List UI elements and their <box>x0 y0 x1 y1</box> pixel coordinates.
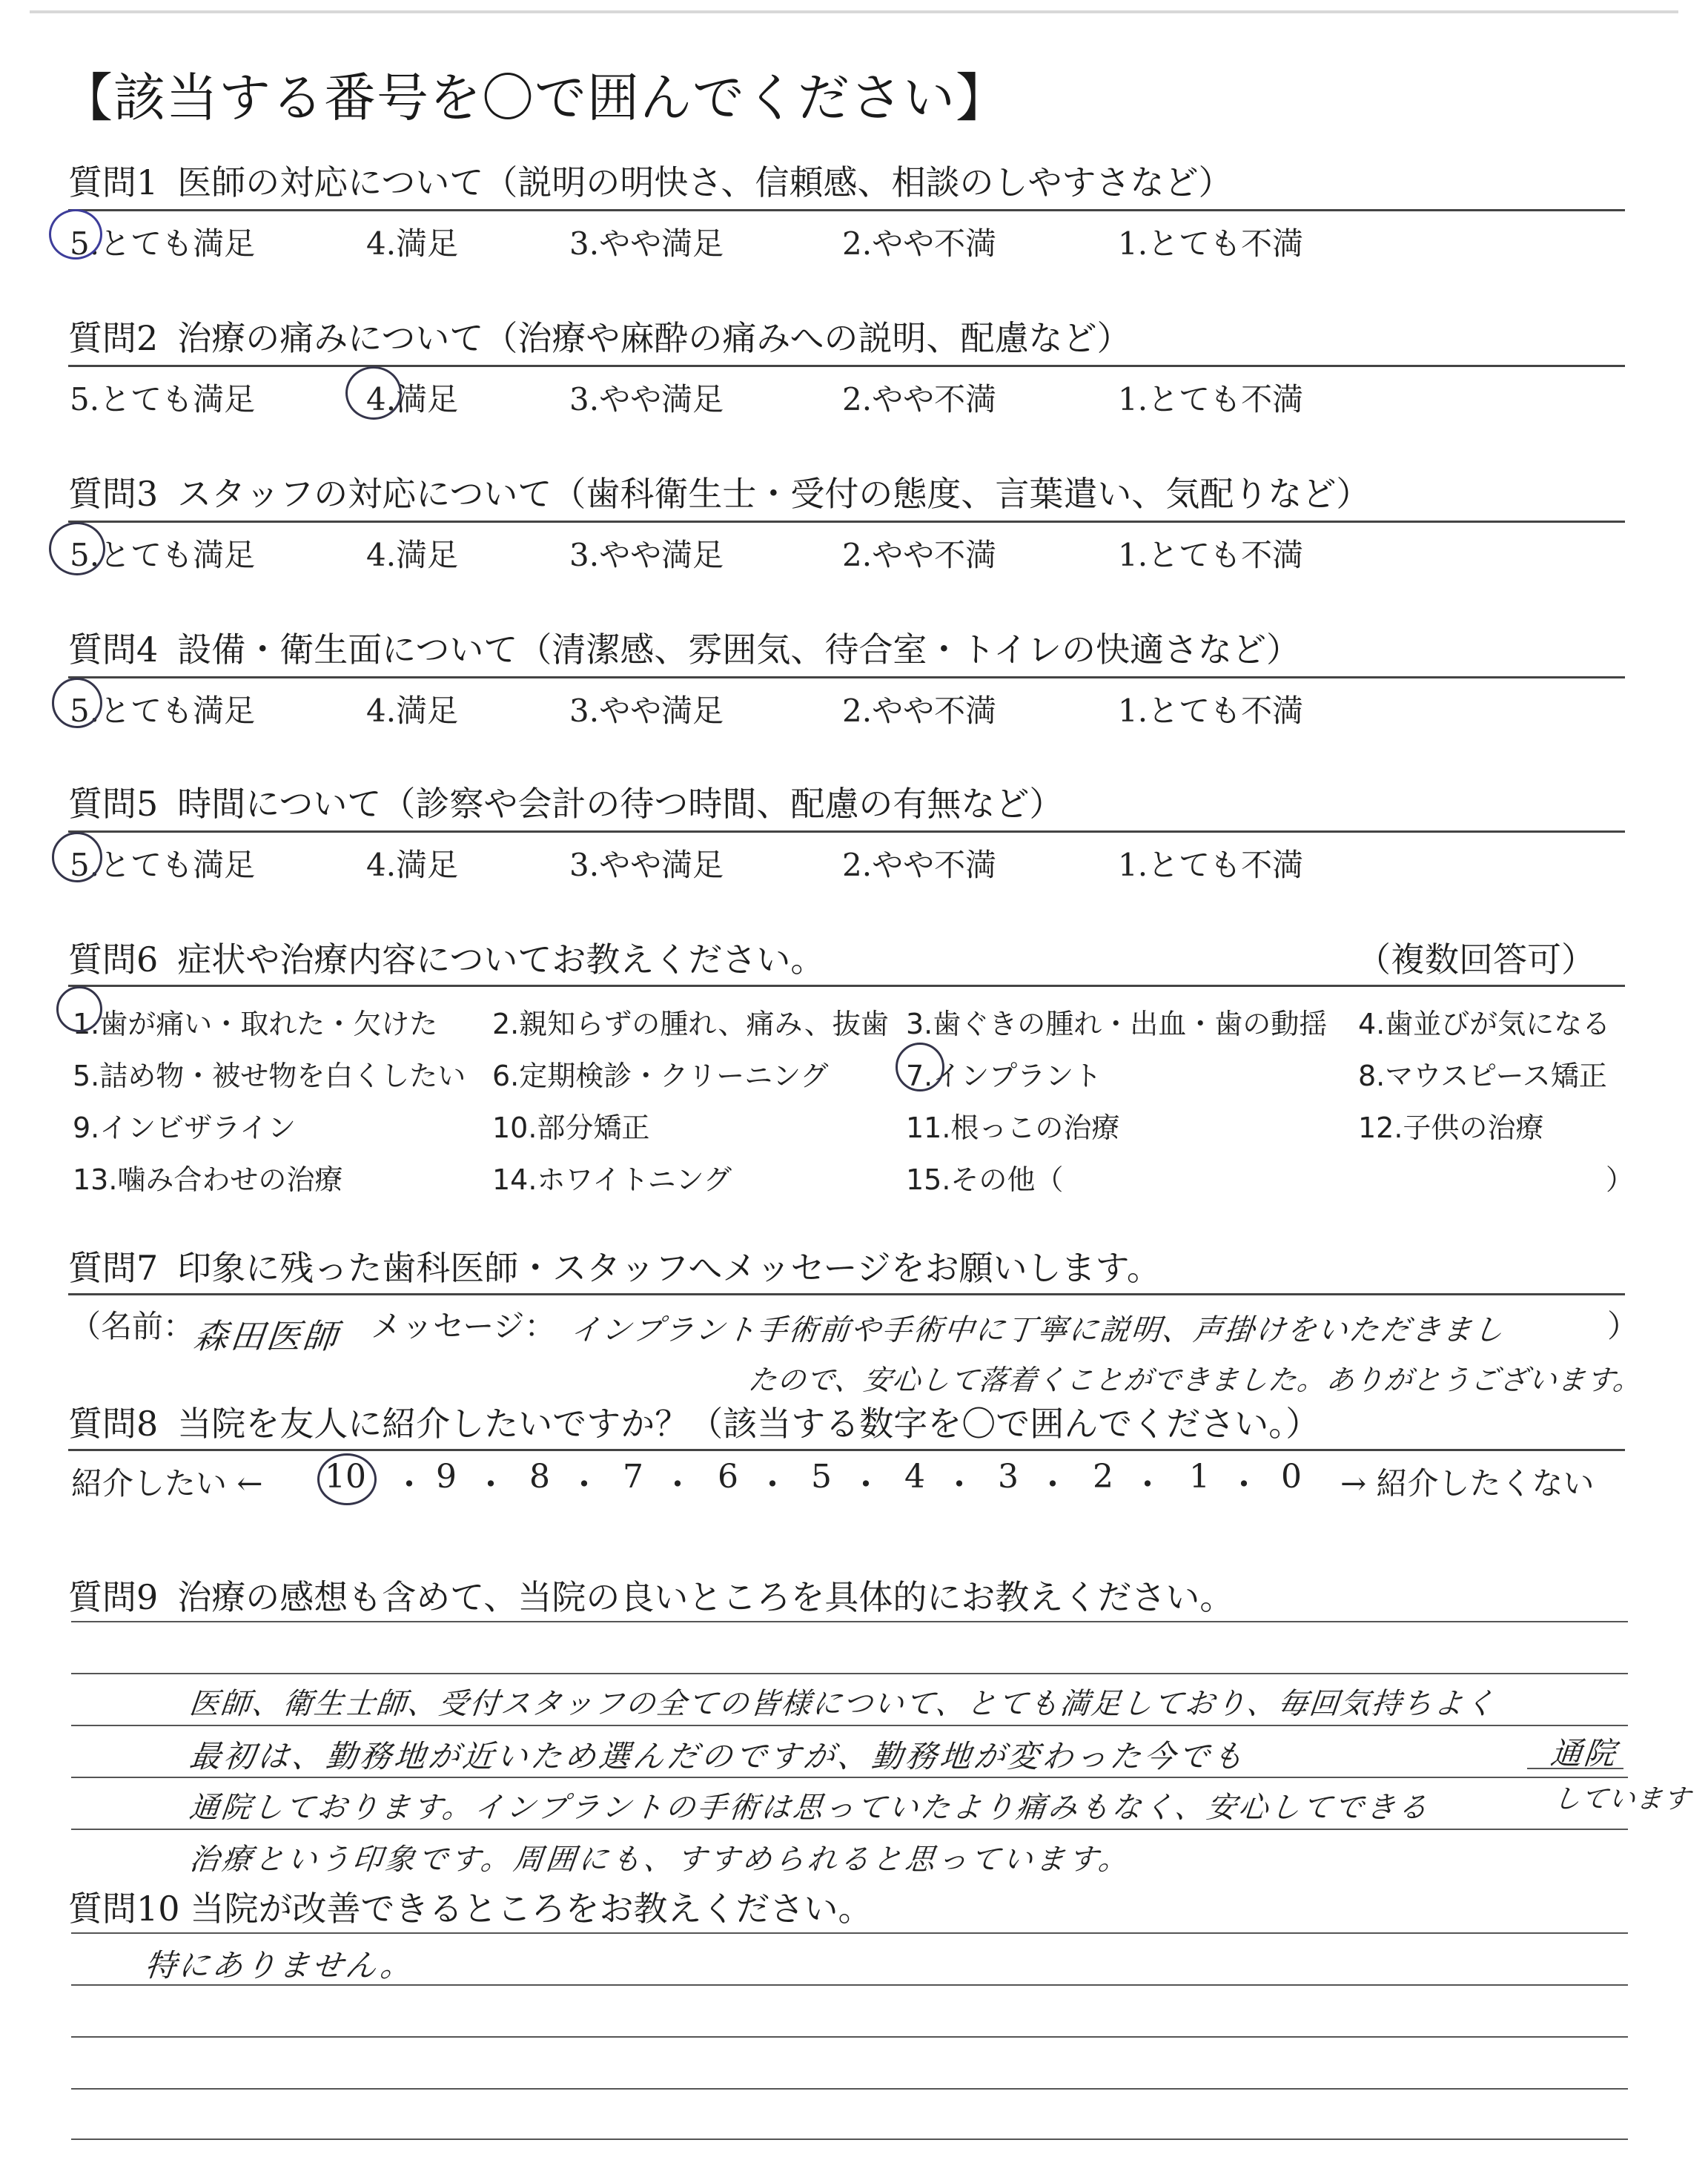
q8-scale-8[interactable]: 8 <box>529 1458 550 1496</box>
answer-line <box>71 1829 1628 1830</box>
q1-option-5[interactable]: 5.とても満足 <box>70 225 256 262</box>
question-7-number: 質問7 <box>68 1248 159 1288</box>
q4-option-4[interactable]: 4.満足 <box>366 693 459 729</box>
q6-option-8[interactable]: 8.マウスピース矯正 <box>1358 1060 1607 1092</box>
q8-scale-dot: ・ <box>568 1466 600 1504</box>
q6-option-15-close: ） <box>1606 1163 1635 1196</box>
q6-option-14[interactable]: 14.ホワイトニング <box>492 1163 732 1196</box>
q6-option-9[interactable]: 9.インビザライン <box>73 1112 297 1144</box>
question-6-text: 症状や治療内容についてお教えください。 <box>177 939 825 980</box>
q5-selection-circle <box>52 832 102 882</box>
answer-line <box>71 2036 1628 2038</box>
question-3-number: 質問3 <box>68 474 159 514</box>
question-9-text: 治療の感想も含めて、当院の良いところを具体的にお教えください。 <box>177 1577 1234 1617</box>
answer-line <box>71 1932 1628 1934</box>
q8-scale-1[interactable]: 1 <box>1189 1458 1210 1496</box>
q7-message-label: メッセージ： <box>371 1308 556 1344</box>
q8-scale-4[interactable]: 4 <box>904 1458 925 1496</box>
question-2-number: 質問2 <box>68 318 159 358</box>
q6-selection-circle-1 <box>56 986 102 1032</box>
q8-scale-dot: ・ <box>1131 1466 1164 1504</box>
question-7 <box>68 1241 1161 1290</box>
question-1-text: 医師の対応について（説明の明快さ、信頼感、相談のしやすさなど） <box>177 162 1233 202</box>
q8-scale-0[interactable]: 0 <box>1281 1458 1302 1496</box>
q3-option-4[interactable]: 4.満足 <box>366 537 459 573</box>
question-4-rule <box>68 676 1625 678</box>
q8-scale-6[interactable]: 6 <box>718 1458 738 1496</box>
q6-option-11[interactable]: 11.根っこの治療 <box>906 1112 1120 1144</box>
q5-option-4[interactable]: 4.満足 <box>366 847 459 883</box>
q9-margin-note-2[interactable]: しています <box>1552 1784 1692 1814</box>
question-2-text: 治療の痛みについて（治療や麻酔の痛みへの説明、配慮など） <box>177 318 1131 358</box>
question-8-text: 当院を友人に紹介したいですか？（該当する数字を〇で囲んでください。） <box>177 1404 1320 1444</box>
q6-option-4[interactable]: 4.歯並びが気になる <box>1358 1008 1611 1040</box>
q5-option-3[interactable]: 3.やや満足 <box>569 847 724 883</box>
answer-line <box>71 2138 1628 2140</box>
q4-option-5[interactable]: 5.とても満足 <box>70 693 256 729</box>
q8-scale-9[interactable]: 9 <box>436 1458 457 1496</box>
q5-option-1[interactable]: 1.とても不満 <box>1118 847 1304 883</box>
question-9 <box>68 1571 1234 1619</box>
question-3 <box>68 467 1370 516</box>
question-9-number: 質問9 <box>68 1577 159 1617</box>
margin-note-underline <box>1527 1768 1623 1769</box>
question-5 <box>68 777 1063 826</box>
question-6-rule <box>68 985 1625 987</box>
q3-option-2[interactable]: 2.やや不満 <box>842 537 997 573</box>
q8-scale-dot: ・ <box>850 1466 882 1504</box>
q6-option-3[interactable]: 3.歯ぐきの腫れ・出血・歯の動揺 <box>906 1008 1328 1040</box>
question-1-number: 質問1 <box>68 162 159 202</box>
answer-line <box>71 1621 1628 1622</box>
q3-option-5[interactable]: 5.とても満足 <box>70 537 256 573</box>
q6-option-10[interactable]: 10.部分矯正 <box>492 1112 650 1144</box>
q7-close-paren: ） <box>1607 1308 1639 1344</box>
q7-name-label: （名前： <box>70 1308 195 1344</box>
q9-answer-line-4[interactable]: 治療という印象です。周囲にも、すすめられると思っています。 <box>188 1843 1133 1877</box>
form-header: 【該当する番号を〇で囲んでください】 <box>61 67 1008 128</box>
q9-answer-line-3[interactable]: 通院しております。インプラントの手術は思っていたより痛みもなく、安心してできる <box>188 1791 1432 1825</box>
q6-option-6[interactable]: 6.定期検診・クリーニング <box>492 1060 829 1092</box>
question-8 <box>68 1397 1320 1446</box>
question-8-number: 質問8 <box>68 1404 159 1444</box>
q6-option-7[interactable]: 7.インプラント <box>906 1060 1102 1092</box>
question-7-rule <box>68 1293 1625 1295</box>
q10-answer[interactable]: 特にありません。 <box>143 1947 416 1984</box>
q8-scale-dot: ・ <box>393 1466 426 1504</box>
q1-option-4[interactable]: 4.満足 <box>366 225 459 262</box>
answer-line <box>71 1725 1628 1726</box>
q3-selection-circle <box>49 522 105 575</box>
q8-selection-circle <box>317 1453 377 1505</box>
question-3-rule <box>68 521 1625 523</box>
question-6-number: 質問6 <box>68 939 159 980</box>
q2-option-2[interactable]: 2.やや不満 <box>842 381 997 417</box>
question-2 <box>68 311 1131 360</box>
question-2-rule <box>68 365 1625 367</box>
question-6-note: （複数回答可） <box>1357 939 1595 980</box>
q3-option-3[interactable]: 3.やや満足 <box>569 537 724 573</box>
top-border <box>30 10 1678 13</box>
question-4 <box>68 623 1300 672</box>
q1-selection-circle <box>49 209 102 260</box>
answer-line <box>71 1673 1628 1674</box>
q8-scale-dot: ・ <box>1036 1466 1069 1504</box>
answer-line <box>71 2088 1628 2090</box>
q8-scale-dot: ・ <box>943 1466 976 1504</box>
question-10-number: 質問10 <box>68 1889 180 1929</box>
q8-scale-dot: ・ <box>474 1466 507 1504</box>
q8-left-label: 紹介したい ← <box>71 1465 263 1502</box>
q4-option-2[interactable]: 2.やや不満 <box>842 693 997 729</box>
question-8-rule <box>68 1449 1625 1451</box>
q9-answer-line-2[interactable]: 最初は、勤務地が近いため選んだのですが、勤務地が変わった今でも <box>188 1738 1248 1774</box>
q4-option-3[interactable]: 3.やや満足 <box>569 693 724 729</box>
q8-scale-3[interactable]: 3 <box>998 1458 1019 1496</box>
question-7-text: 印象に残った歯科医師・スタッフへメッセージをお願いします。 <box>177 1248 1161 1288</box>
question-10 <box>68 1882 873 1931</box>
q1-option-3[interactable]: 3.やや満足 <box>569 225 724 262</box>
question-3-text: スタッフの対応について（歯科衛生士・受付の態度、言葉遣い、気配りなど） <box>177 474 1371 514</box>
q8-right-label: → 紹介したくない <box>1340 1465 1595 1502</box>
q8-scale-dot: ・ <box>1228 1466 1260 1504</box>
q2-option-5[interactable]: 5.とても満足 <box>70 381 256 417</box>
q2-option-1[interactable]: 1.とても不満 <box>1118 381 1304 417</box>
q8-scale-dot: ・ <box>756 1466 789 1504</box>
q3-option-1[interactable]: 1.とても不満 <box>1118 537 1304 573</box>
q7-message-line-1[interactable]: インプラント手術前や手術中に丁寧に説明、声掛けをいただきまし <box>569 1313 1507 1347</box>
q6-option-1[interactable]: 1.歯が痛い・取れた・欠けた <box>73 1008 438 1040</box>
q6-option-2[interactable]: 2.親知らずの腫れ、痛み、抜歯 <box>492 1008 889 1040</box>
question-1-rule <box>68 209 1625 211</box>
question-5-number: 質問5 <box>68 784 159 824</box>
question-1 <box>68 156 1233 205</box>
q2-selection-circle <box>345 366 402 420</box>
q8-scale-dot: ・ <box>661 1466 694 1504</box>
q7-message-line-2[interactable]: たので、安心して落着くことができました。ありがとうございます。 <box>747 1364 1644 1396</box>
q5-option-5[interactable]: 5.とても満足 <box>70 847 256 883</box>
question-4-text: 設備・衛生面について（清潔感、雰囲気、待合室・トイレの快適さなど） <box>177 630 1301 670</box>
q8-scale-7[interactable]: 7 <box>623 1458 643 1496</box>
question-5-text: 時間について（診察や会計の待つ時間、配慮の有無など） <box>177 784 1064 824</box>
q4-selection-circle <box>52 678 102 728</box>
q9-answer-line-1[interactable]: 医師、衛生士師、受付スタッフの全ての皆様について、とても満足しており、毎回気持ちよく <box>188 1687 1498 1721</box>
q6-option-5[interactable]: 5.詰め物・被せ物を白くしたい <box>73 1060 466 1092</box>
q4-option-1[interactable]: 1.とても不満 <box>1118 693 1304 729</box>
q2-option-4[interactable]: 4.満足 <box>366 381 459 417</box>
q7-name-handwritten[interactable]: 森田医師 <box>191 1316 342 1356</box>
q1-option-1[interactable]: 1.とても不満 <box>1118 225 1304 262</box>
question-4-number: 質問4 <box>68 630 159 670</box>
q5-option-2[interactable]: 2.やや不満 <box>842 847 997 883</box>
q2-option-3[interactable]: 3.やや満足 <box>569 381 724 417</box>
q8-scale-2[interactable]: 2 <box>1093 1458 1113 1496</box>
q6-option-13[interactable]: 13.噛み合わせの治療 <box>73 1163 343 1196</box>
q6-option-12[interactable]: 12.子供の治療 <box>1358 1112 1544 1144</box>
question-6 <box>68 933 824 982</box>
q9-margin-note-1[interactable]: 通院 <box>1549 1735 1620 1771</box>
question-5-rule <box>68 830 1625 833</box>
question-10-text: 当院が改善できるところをお教えください。 <box>190 1889 873 1929</box>
q6-selection-circle-7 <box>896 1043 944 1091</box>
q8-scale-10[interactable]: 10 <box>325 1458 366 1496</box>
q1-option-2[interactable]: 2.やや不満 <box>842 225 997 262</box>
q8-scale-5[interactable]: 5 <box>811 1458 832 1496</box>
q6-option-15[interactable]: 15.その他（ <box>906 1163 1064 1196</box>
answer-line <box>71 1777 1628 1778</box>
